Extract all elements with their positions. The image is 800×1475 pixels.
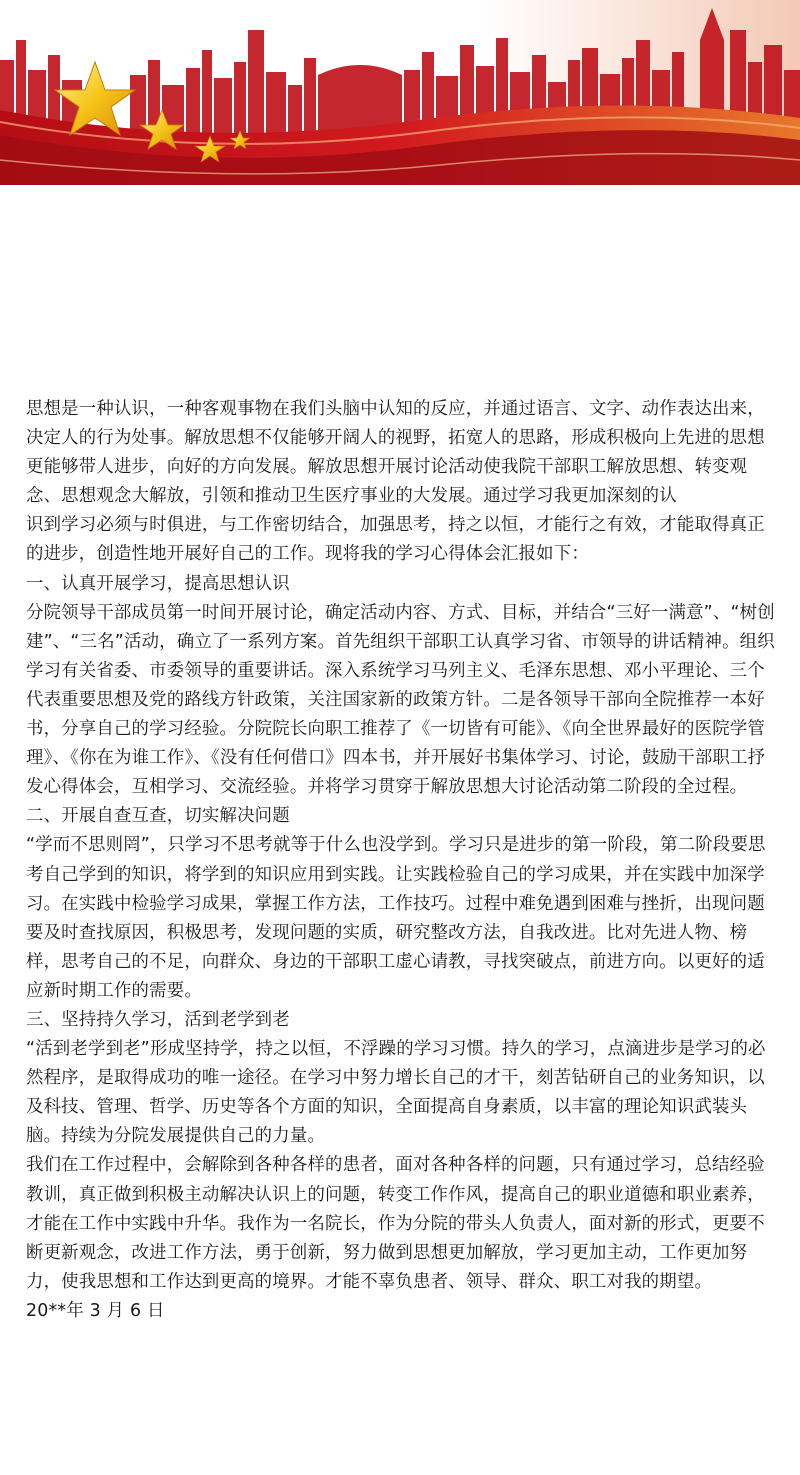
paragraph-section-1: 分院领导干部成员第一时间开展讨论，确定活动内容、方式、目标，并结合“三好一满意”、“树创建”、“三名”活动，确立了一系列方案。首先组织干部职工认真学习省、市领导的讲话精神。组织学习有关省委、市委领导的重要讲话。深入系统学习马列主义、毛泽东思想、邓小平理论、三个代表重要思想及党的路线方针政策，关注国家新的政策方针。二是各领导干部向全院推荐一本好书，分享自己的学习经验。分院院长向职工推荐了《一切皆有可能》、《向全世界最好的医院学管理》、《你在为谁工作》、《没有任何借口》四本书，并开展好书集体学习、讨论，鼓励干部职工抒发心得体会，互相学习、交流经验。并将学习贯穿于解放思想大讨论活动第二阶段的全过程。 <box>26 602 775 798</box>
section-heading-3: 三、坚持持久学习，活到老学到老 <box>26 1009 290 1030</box>
section-heading-2: 二、开展自查互查，切实解决问题 <box>26 806 290 827</box>
paragraph-intro-continued: 识到学习必须与时俱进，与工作密切结合，加强思考，持之以恒，才能行之有效，才能取得真正的进步，创造性地开展好自己的工作。现将我的学习心得体会汇报如下： <box>26 515 765 565</box>
paragraph-section-3: “活到老学到老”形成坚持学，持之以恒，不浮躁的学习习惯。持久的学习，点滴进步是学习的必然程序，是取得成功的唯一途径。在学习中努力增长自己的才干，刻苦钻研自己的业务知识，以及科技、管理、哲学、历史等各个方面的知识，全面提高自身素质，以丰富的理论知识武装头脑。持续为分院发展提供自己的力量。 <box>26 1039 766 1147</box>
paragraph-section-2: “学而不思则罔”，只学习不思考就等于什么也没学到。学习只是进步的第一阶段，第二阶段要思考自己学到的知识，将学到的知识应用到实践。让实践检验自己的学习成果，并在实践中加深学习。在实践中检验学习成果，掌握工作方法，工作技巧。过程中难免遇到困难与挫折，出现问题要及时查找原因，积极思考，发现问题的实质，研究整改方法，自我改进。比对先进人物、榜样，思考自己的不足，向群众、身边的干部职工虚心请教，寻找突破点，前进方向。以更好的适应新时期工作的需要。 <box>26 835 766 1001</box>
paragraph-intro: 思想是一种认识，一种客观事物在我们头脑中认知的反应，并通过语言、文字、动作表达出来，决定人的行为处事。解放思想不仅能够开阔人的视野，拓宽人的思路，形成积极向上先进的思想更能够带人进步，向好的方向发展。解放思想开展讨论活动使我院干部职工解放思想、转变观念、思想观念大解放，引领和推动卫生医疗事业的大发展。通过学习我更加深刻的认 <box>26 399 765 507</box>
document-body <box>26 395 778 1326</box>
header-banner <box>0 0 800 185</box>
banner-graphic <box>0 0 800 185</box>
paragraph-closing: 我们在工作过程中，会解除到各种各样的患者，面对各种各样的问题，只有通过学习，总结经验教训，真正做到积极主动解决认识上的问题，转变工作作风，提高自己的职业道德和职业素养，才能在工作中实践中升华。我作为一名院长，作为分院的带头人负责人，面对新的形式，更要不断更新观念，改进工作方法，勇于创新，努力做到思想更加解放，学习更加主动，工作更加努力，使我思想和工作达到更高的境界。才能不辜负患者、领导、群众、职工对我的期望。 <box>26 1155 765 1292</box>
section-heading-1: 一、认真开展学习，提高思想认识 <box>26 573 290 594</box>
document-date: 20**年 3 月 6 日 <box>26 1300 165 1321</box>
